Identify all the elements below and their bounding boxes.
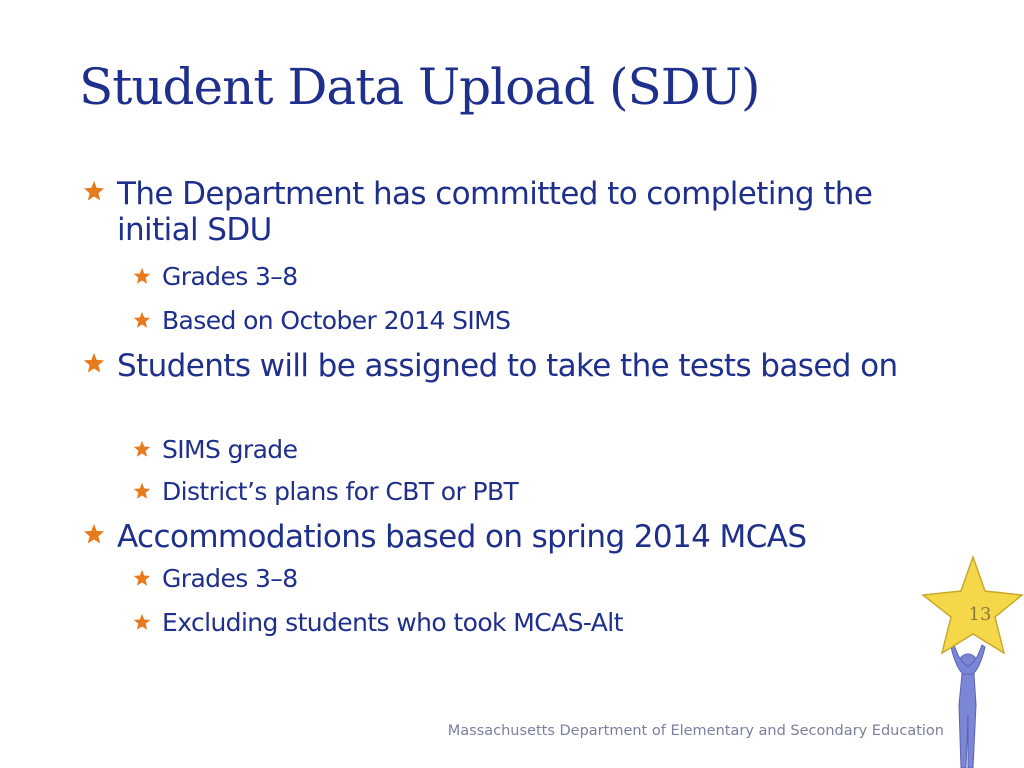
- bullet-item: [83, 348, 943, 384]
- sub-bullet-item: [133, 608, 933, 638]
- sub-bullet-item: [133, 564, 933, 594]
- bullet-item: [83, 519, 943, 555]
- bullet-text: Students will be assigned to take the tests based on: [117, 348, 898, 384]
- star-bullet-icon: [133, 569, 151, 587]
- sub-bullet-text: Grades 3–8: [162, 262, 298, 291]
- sub-bullet-text: District’s plans for CBT or PBT: [162, 477, 519, 506]
- sub-bullet-text: Excluding students who took MCAS-Alt: [162, 608, 623, 637]
- star-bullet-icon: [133, 440, 151, 458]
- sub-bullet-item: [133, 306, 933, 336]
- star-bullet-icon: [83, 180, 105, 202]
- footer-text: Massachusetts Department of Elementary and Secondary Education: [447, 723, 944, 739]
- star-bullet-icon: [133, 482, 151, 500]
- star-bullet-icon: [133, 311, 151, 329]
- bullet-item: [83, 176, 943, 248]
- sub-bullet-item: [133, 262, 933, 292]
- slide-title: Student Data Upload (SDU): [79, 58, 760, 116]
- star-bullet-icon: [133, 267, 151, 285]
- bullet-text: Accommodations based on spring 2014 MCAS: [117, 519, 807, 555]
- sub-bullet-text: SIMS grade: [162, 435, 298, 464]
- page-number: 13: [968, 604, 992, 625]
- bullet-text: The Department has committed to completing the initial SDU: [117, 176, 873, 248]
- sub-bullet-text: Grades 3–8: [162, 564, 298, 593]
- star-bullet-icon: [83, 352, 105, 374]
- star-bullet-icon: [83, 523, 105, 545]
- star-bullet-icon: [133, 613, 151, 631]
- sub-bullet-item: [133, 435, 933, 465]
- sub-bullet-text: Based on October 2014 SIMS: [162, 306, 511, 335]
- sub-bullet-item: [133, 477, 933, 507]
